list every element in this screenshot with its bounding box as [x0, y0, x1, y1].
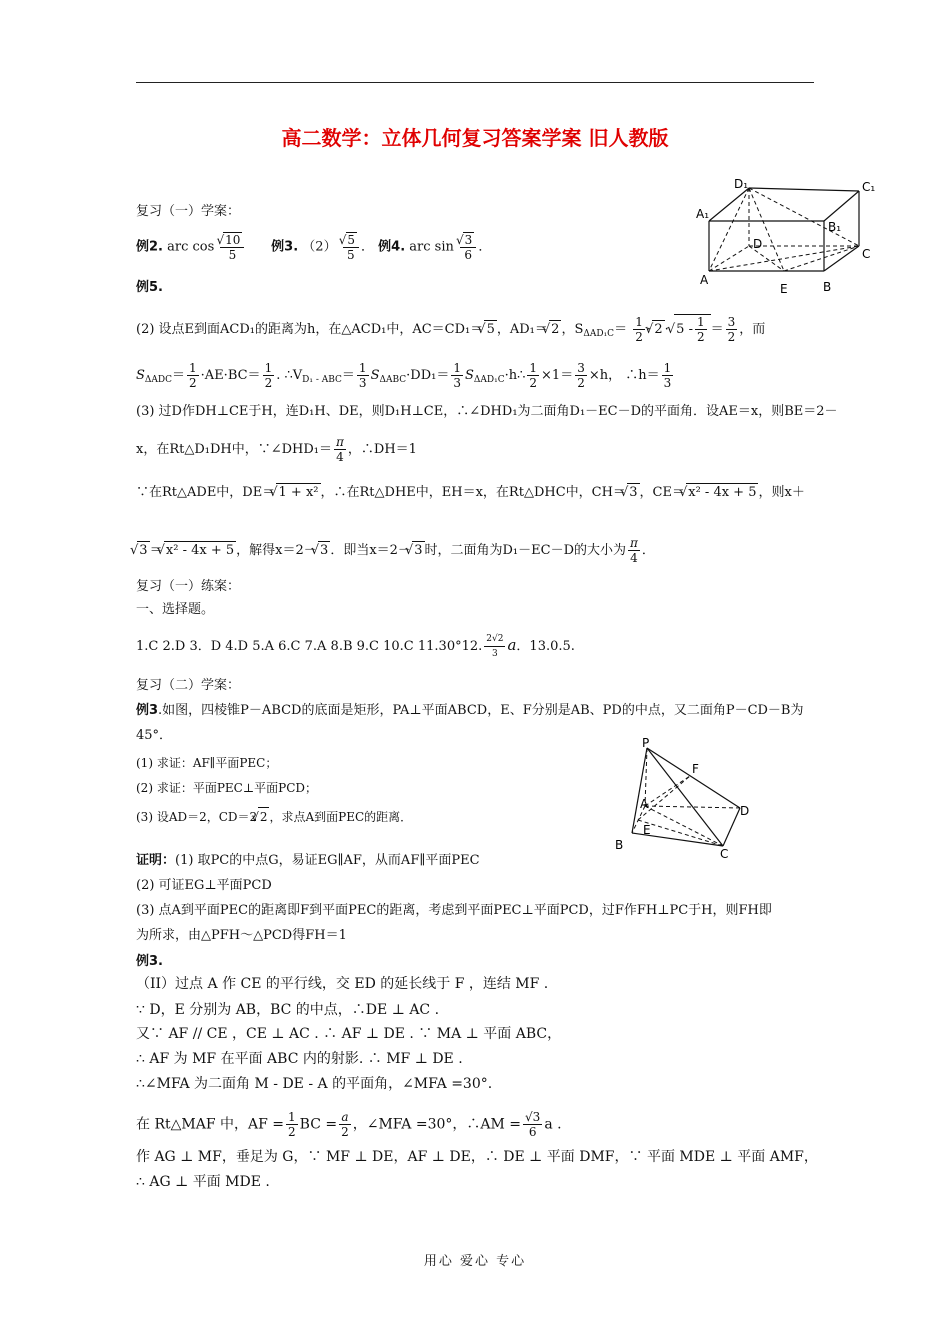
label-e2: E — [643, 823, 651, 837]
solution-line5: ∴∠MFA 为二面角 M - DE - A 的平面角，∠MFA =30°. — [136, 1076, 493, 1092]
cuboid-figure — [694, 176, 884, 298]
ex3c-label: 例3. — [136, 954, 163, 969]
s1-header: 复习（一）学案： — [136, 204, 241, 219]
label-b1: B₁ — [828, 220, 842, 234]
s2-sub: 一、选择题。 — [136, 602, 215, 617]
label-c: C — [862, 247, 871, 261]
label-p: P — [642, 736, 650, 750]
q3: (3) 设AD＝2，CD＝2√ 2 ，求点A到面PEC的距离． — [136, 807, 412, 826]
pyramid-figure — [610, 736, 760, 864]
label-b2: B — [615, 838, 624, 852]
q1: (1) 求证：AF∥平面PEC； — [136, 756, 278, 770]
solution-line8: ∴ AG ⊥ 平面 MDE . — [136, 1174, 270, 1190]
label-f: F — [692, 762, 699, 776]
ex5-para-3: $S_{\Delta ADC}=$ $\frac{1}{2}$ ·AE·BC＝ $\frac{1}{2}$ . $\therefore V_{D_1 - ABC}=$ $\frac{1}{3}$ $S_{\Delta ABC}\cdot DD_1=$ $\frac{1}{3}$ $S_{\Delta AD_1C}\cdot h\therefore$ $\frac{1}{2}$ ×1＝ $\frac{3}{2}$ ×h， ∴h＝ $\frac{1}{3}$ — [136, 361, 672, 390]
ex5-para-4: (3) 过D作DH⊥CE于H，连D₁H、DE，则D₁H⊥CE，∴∠DHD₁为二面角D₁－EC－D的平面角．设AE＝x，则BE＝2－ — [136, 404, 838, 419]
label-a2: A — [640, 797, 649, 811]
page-footer: 用心 爱心 专心 — [423, 1254, 527, 1269]
label-a1: A₁ — [696, 207, 710, 221]
label-d1: D₁ — [734, 177, 749, 191]
solution-line1: （II）过点 A 作 CE 的平行线，交 ED 的延长线于 F ，连结 MF . — [136, 976, 549, 992]
label-c2: C — [720, 847, 729, 861]
solution-line4: ∴ AF 为 MF 在平面 ABC 内的射影. ∴ MF ⊥ DE . — [136, 1051, 463, 1067]
proof-line2: (2) 可证EG⊥平面PCD — [136, 878, 272, 893]
ex5-para-6: ∵在Rt△ADE中，DE＝√ 1 + x² ，∴在Rt△DHE中，EH＝x，在Rt△DHC中，CH＝√ 3 ，CE＝√ x² - 4x + 5 ，则x＋ — [136, 483, 805, 502]
s3-header: 复习（二）学案： — [136, 678, 241, 693]
answers-ex2-ex4: 例2. arc cos √ $\frac{10}{5}$ 例3. （2） √ $\frac{5}{5}$ ． 例4. arc sin √ $\frac{3}{6}$ ． — [136, 232, 491, 262]
ex5-para-5: x，在Rt△D₁DH中，∵∠DHD₁＝ $\frac{\pi}{4}$ ，∴DH＝1 — [136, 435, 417, 464]
label-a: A — [700, 273, 709, 287]
label-d2: D — [740, 804, 750, 818]
solution-line7: 作 AG ⊥ MF，垂足为 G，∵ MF ⊥ DE，AF ⊥ DE，∴ DE ⊥ 平面 DMF，∵ 平面 MDE ⊥ 平面 AMF， — [136, 1149, 818, 1165]
choice-answers: 1.C 2.D 3．D 4.D 5.A 6.C 7.A 8.B 9.C 10.C 11.30°12. $\frac{2√2}{3}$ a．13.0.5. — [136, 634, 575, 659]
top-rule — [136, 82, 814, 83]
q2: (2) 求证：平面PEC⊥平面PCD； — [136, 781, 317, 795]
proof-line1: 证明：(1) 取PC的中点G，易证EG∥AF，从而AF∥平面PEC — [136, 853, 480, 868]
page-title: 高二数学：立体几何复习答案学案 旧人教版 — [281, 126, 669, 150]
ex5-para-7: √ 3 ＝√ x² - 4x + 5 ，解得x＝2－√ 3 ．即当x＝2－√ 3 时，二面角为D₁－EC－D的大小为 $\frac{\pi}{4}$ ． — [136, 536, 655, 565]
solution-line2: ∵ D，E 分别为 AB，BC 的中点，∴DE ⊥ AC . — [136, 1002, 440, 1018]
ex5-para-2: (2) 设点E到面ACD₁的距离为h，在△ACD₁中，AC＝CD₁＝√ 5 ，AD₁＝√ 2 ，$S_{\Delta AD_1C}=$ $\frac{1}{2}$ ·√ 2 · √ 5 - $\frac{1}{2}$ ＝ $\frac{3}{2}$ ，而 — [136, 314, 765, 344]
ex3b-line1: 例3.如图，四棱锥P－ABCD的底面是矩形，PA⊥平面ABCD，E、F分别是AB、PD的中点，又二面角P－CD－B为 — [136, 703, 804, 718]
proof-line3: (3) 点A到平面PEC的距离即F到平面PEC的距离，考虑到平面PEC⊥平面PCD，过F作FH⊥PC于H，则FH即 — [136, 903, 772, 918]
proof-line4: 为所求，由△PFH～△PCD得FH＝1 — [136, 928, 347, 943]
s2-header: 复习（一）练案： — [136, 579, 241, 594]
label-e: E — [780, 282, 788, 296]
label-d: D — [753, 237, 763, 251]
label-c1: C₁ — [862, 180, 876, 194]
solution-line6: 在 Rt△MAF 中，AF = $\frac{1}{2}$ BC = $\frac{a}{2}$ ，∠MFA =30°，∴AM = $\frac{√3}{6}$ a . — [136, 1110, 562, 1139]
solution-line3: 又∵ AF // CE ，CE ⊥ AC . ∴ AF ⊥ DE . ∵ MA ⊥ 平面 ABC， — [136, 1026, 562, 1042]
ex3b-line2: 45°． — [136, 728, 173, 743]
label-b: B — [823, 280, 832, 294]
ex5-label: 例5. — [136, 280, 163, 295]
